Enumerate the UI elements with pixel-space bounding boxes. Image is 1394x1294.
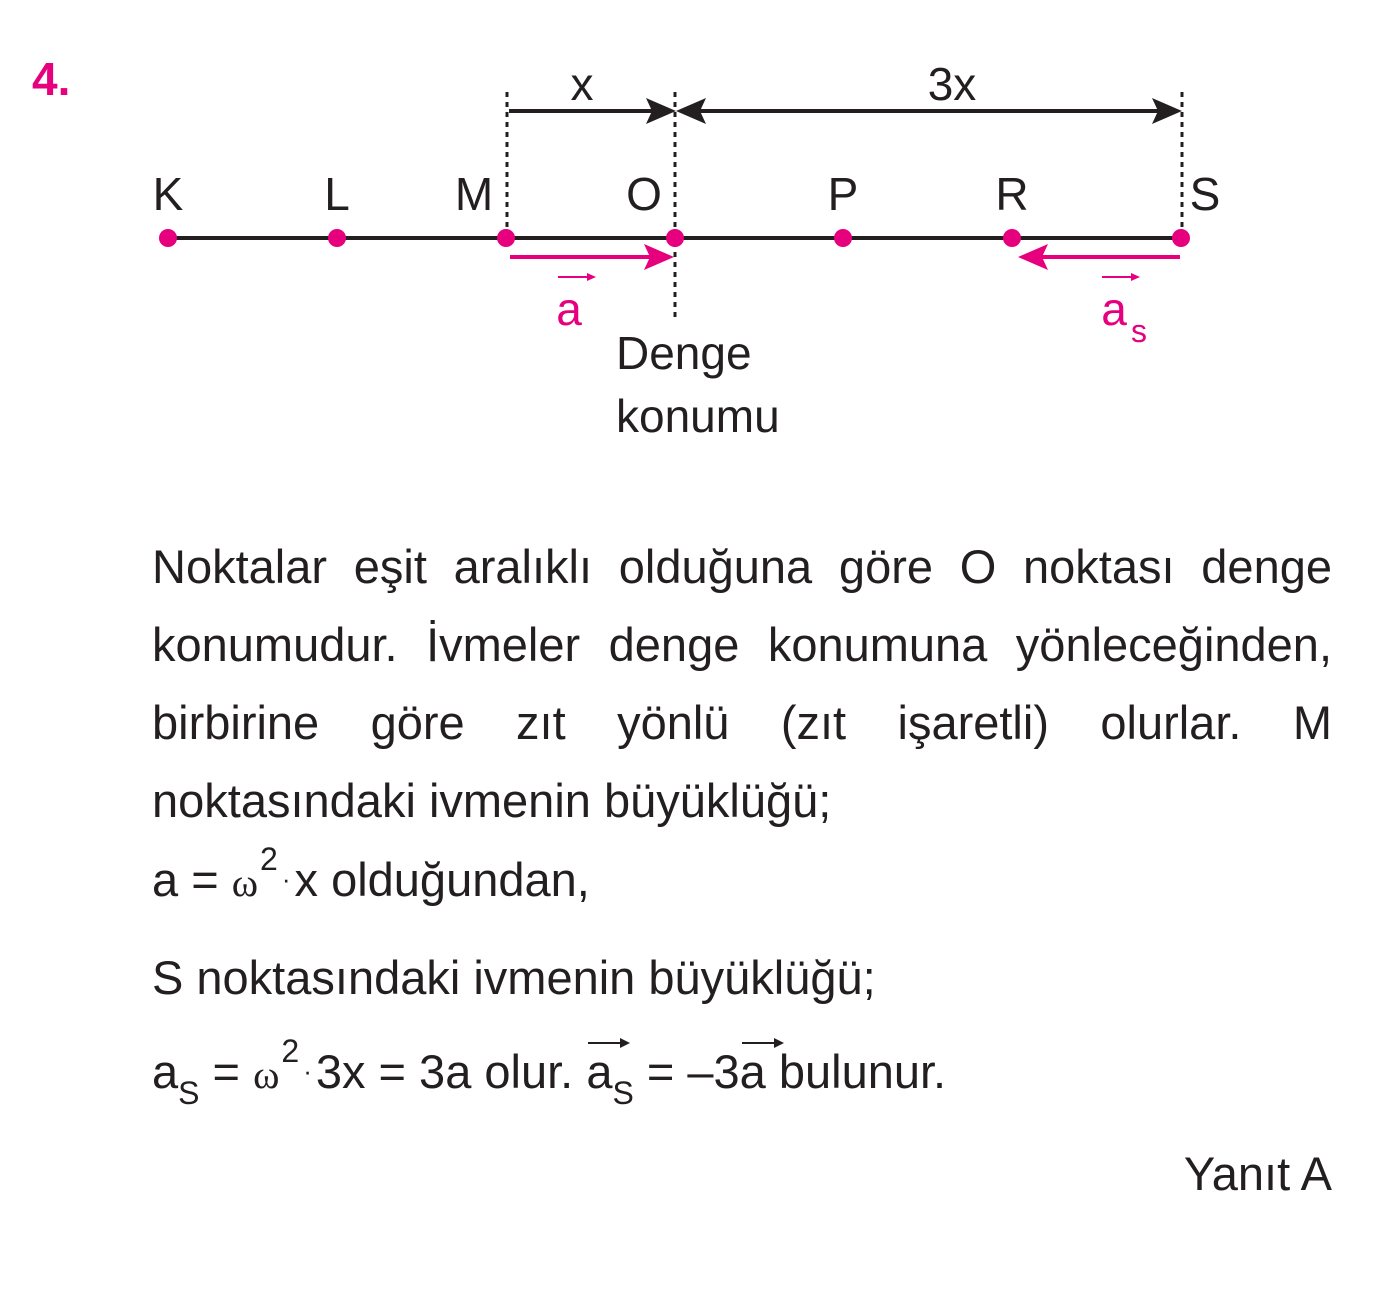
- svg-text:s: s: [1131, 313, 1147, 349]
- point-s: [1172, 229, 1190, 247]
- point-label-s: S: [1189, 168, 1221, 220]
- point-o: [666, 229, 684, 247]
- svg-text:a: a: [556, 283, 582, 335]
- point-label-k: K: [152, 168, 184, 220]
- point-label-p: P: [827, 168, 859, 220]
- equilibrium-label-line1: Denge: [616, 327, 752, 379]
- distance-label-x: x: [570, 58, 594, 110]
- equation-a: $a = \omega^2\cdot x$ olduğundan,: [152, 841, 590, 906]
- vector-as-inline: $a_S$: [586, 1044, 633, 1099]
- vector-label-as: [1101, 273, 1147, 349]
- point-k: [159, 229, 177, 247]
- point-m: [497, 229, 515, 247]
- point-label-o: O: [626, 168, 662, 220]
- acceleration-arrow-as: [1018, 244, 1180, 270]
- acceleration-arrow-a: [510, 244, 674, 270]
- omega-symbol: ω: [231, 860, 259, 905]
- wave-points-diagram: [0, 0, 1394, 470]
- point-p: [834, 229, 852, 247]
- equation-as: $a_S = \omega^2\cdot 3x = 3a$ olur. $a_S = -3$ a bulunur.: [152, 1033, 947, 1111]
- point-label-r: R: [995, 168, 1029, 220]
- solution-paragraph: Noktalar eşit aralıklı olduğuna göre O noktası denge konumudur. İvmeler denge konumuna yönleceğinden, birbirine göre zıt yönlü (zıt işaretli) olurlar. M noktasındaki ivmenin büyüklüğü;: [152, 540, 1332, 827]
- point-l: [328, 229, 346, 247]
- point-r: [1003, 229, 1021, 247]
- vector-label-a: [556, 273, 596, 335]
- point-label-l: L: [324, 168, 350, 220]
- question-number: 4.: [32, 53, 71, 105]
- line-s-magnitude: S noktasındaki ivmenin büyüklüğü;: [152, 951, 876, 1004]
- equilibrium-label-line2: konumu: [616, 390, 780, 442]
- vector-a-inline: a: [740, 1044, 766, 1099]
- svg-text:a: a: [1101, 283, 1127, 335]
- answer-label: Yanıt A: [1183, 1147, 1332, 1200]
- distance-label-3x: 3x: [927, 58, 977, 110]
- point-label-m: M: [454, 168, 494, 220]
